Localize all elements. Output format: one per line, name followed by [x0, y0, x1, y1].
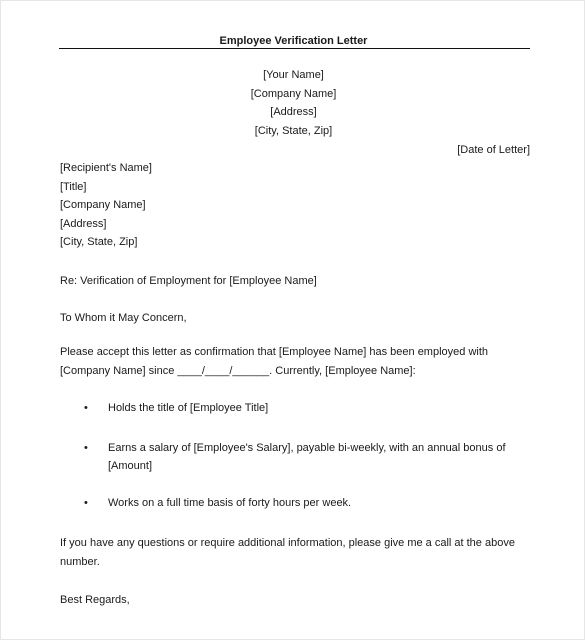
recipient-company: [Company Name] [60, 199, 146, 211]
list-item [60, 399, 540, 418]
bullet-dot-icon: • [84, 441, 88, 454]
letter-date: [Date of Letter] [457, 144, 530, 156]
employment-details-list [60, 399, 540, 512]
body-paragraph-2: If you have any questions or require additional information, please give me a call at the above number. [60, 537, 515, 568]
salutation: To Whom it May Concern, [60, 312, 187, 324]
sender-address: [Address] [270, 106, 317, 118]
list-item [60, 494, 540, 513]
bullet-dot-icon: • [84, 402, 88, 414]
list-item [60, 439, 540, 476]
sender-company: [Company Name] [250, 87, 337, 100]
sender-name: [Your Name] [263, 69, 324, 81]
recipient-address-block [60, 162, 152, 255]
list-item-text: Holds the title of [Employee Title] [108, 402, 269, 414]
subject-line: Re: Verification of Employment for [Employee Name] [60, 275, 317, 287]
body-paragraph-1: Please accept this letter as confirmation that [Employee Name] has been employed with [Company Name] since ____/____/______. Currently, [Employee Name]: [60, 346, 489, 377]
recipient-address: [Address] [60, 217, 107, 230]
closing-line: Best Regards, [60, 594, 130, 606]
title-underline [59, 48, 530, 49]
recipient-name: [Recipient's Name] [60, 162, 152, 174]
list-item-text: Earns a salary of [Employee's Salary], payable bi-weekly, with an annual bonus of [Amount] [108, 441, 506, 472]
list-item-text: Works on a full time basis of forty hours per week. [108, 496, 352, 509]
recipient-city-state-zip: [City, State, Zip] [60, 236, 138, 248]
sender-address-block [1, 69, 585, 143]
recipient-title: [Title] [60, 180, 87, 193]
sender-city-state-zip: [City, State, Zip] [254, 124, 333, 137]
document-title: Employee Verification Letter [219, 35, 368, 47]
bullet-dot-icon: • [84, 496, 88, 509]
